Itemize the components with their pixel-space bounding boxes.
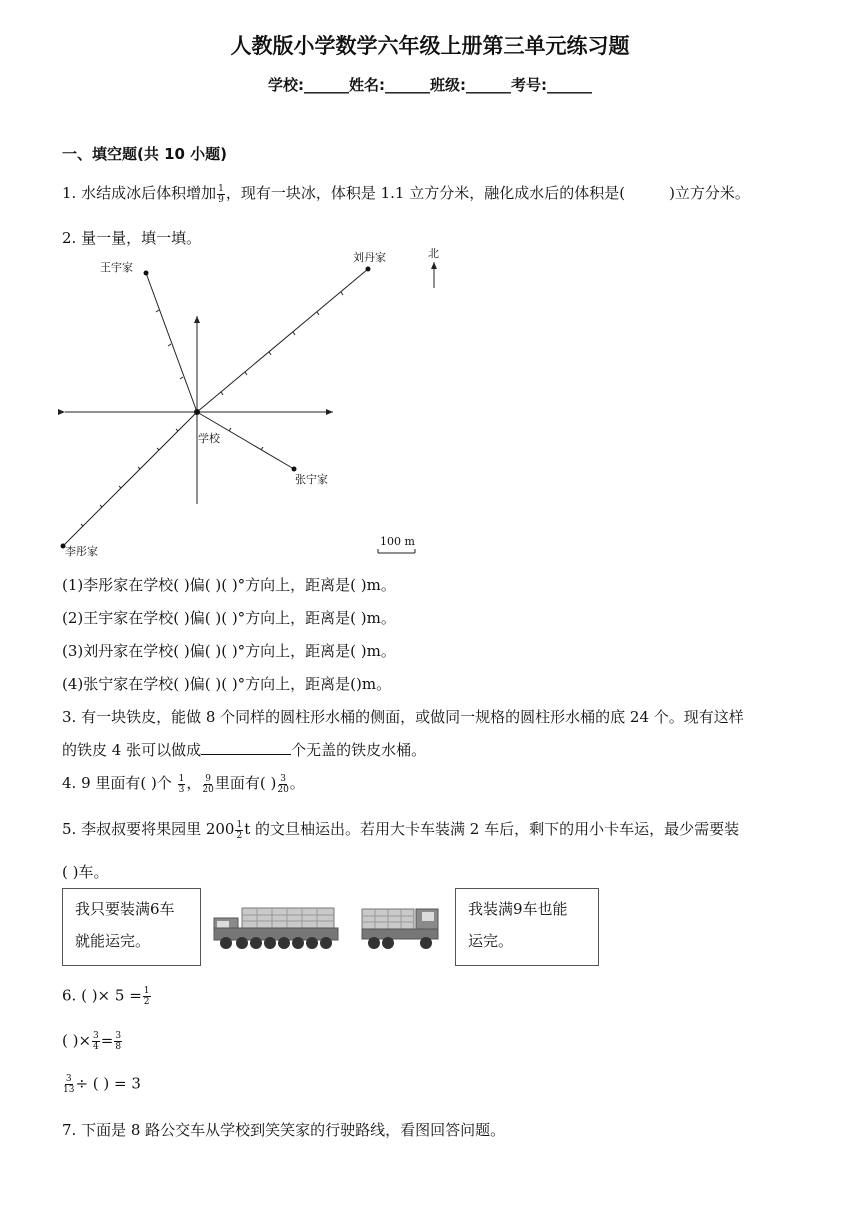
page-title: 人教版小学数学六年级上册第三单元练习题: [230, 34, 630, 58]
q6-fraction-3: $\frac{3}{8}$: [115, 1031, 122, 1052]
student-info-line: 学校:______姓名:______班级:______考号:______: [268, 76, 592, 94]
school-point: [194, 409, 200, 415]
question-6-line-2: ( )× $\frac{3}{4}$ = $\frac{3}{8}$: [62, 1031, 122, 1052]
q5-fraction: $\frac{1}{2}$: [236, 819, 243, 841]
question-3-line-2: 的铁皮 4 张可以做成 个无盖的铁皮水桶。: [62, 741, 427, 759]
label-liu: 刘丹家: [353, 251, 386, 264]
question-6-line-3: $\frac{3}{13}$ ÷ ( ) = 3: [63, 1074, 141, 1095]
big-truck-image: [212, 903, 340, 953]
q2-sub-4: (4)张宁家在学校( )偏( )( )°方向上，距离是()m。: [62, 675, 392, 693]
question-5: 5. 李叔叔要将果园里 200 $\frac{1}{2}$ t 的文旦柚运出。若用大卡车装满 2 车后，剩下的用小卡车运，最少需要装: [62, 819, 740, 841]
q4-fraction-3: $\frac{3}{20}$: [277, 773, 289, 795]
q1-fraction: $\frac{1}{9}$: [218, 183, 224, 205]
label-north: 北: [428, 247, 439, 260]
q3-blank: [201, 742, 291, 755]
q1-text-2: ，现有一块冰，体积是 1.1 立方分米，融化成水后的体积是(: [225, 184, 626, 202]
q6-fraction-1: $\frac{1}{2}$: [143, 986, 150, 1007]
q1-text-end: )立方分米。: [669, 184, 750, 202]
label-li: 李彤家: [65, 545, 98, 558]
question-3-line-1: 3. 有一块铁皮，能做 8 个同样的圆柱形水桶的侧面，或做同一规格的圆柱形水桶的底 24 个。现有这样: [62, 708, 744, 726]
question-5-line-2: ( )车。: [62, 863, 109, 881]
q6-fraction-2: $\frac{3}{4}$: [93, 1031, 99, 1052]
ray-liu: [197, 269, 368, 412]
ray-wang: [146, 273, 197, 412]
q1-text: 1. 水结成冰后体积增加: [62, 184, 217, 202]
liu-point: [366, 267, 371, 272]
label-zhang: 张宁家: [295, 473, 328, 486]
label-wang: 王宇家: [100, 261, 133, 274]
label-school: 学校: [198, 432, 220, 445]
tick-marks: [81, 292, 343, 526]
q2-sub-2: (2)王宇家在学校( )偏( )( )°方向上，距离是( )m。: [62, 609, 396, 627]
question-2: 2. 量一量，填一填。: [62, 229, 202, 247]
direction-diagram: [55, 240, 439, 565]
q6-fraction-4: $\frac{3}{13}$: [63, 1074, 75, 1095]
question-1: [62, 182, 750, 205]
question-7: 7. 下面是 8 路公交车从学校到笑笑家的行驶路线，看图回答问题。: [62, 1121, 506, 1139]
label-scale: 100 m: [380, 535, 415, 548]
wang-point: [144, 271, 149, 276]
speech-bubble-left: 我只要装满6车 就能运完。: [62, 888, 201, 966]
ray-li: [63, 412, 197, 546]
question-4: 4. 9 里面有( )个 $\frac{1}{3}$ ， $\frac{9}{20}$ 里面有( ) $\frac{3}{20}$ 。: [62, 773, 305, 795]
q4-fraction-2: $\frac{9}{20}$: [202, 773, 214, 795]
q2-sub-3: (3)刘丹家在学校( )偏( )( )°方向上，距离是( )m。: [62, 642, 396, 660]
zhang-point: [292, 467, 297, 472]
speech-bubble-right: 我装满9车也能 运完。: [455, 888, 599, 966]
q2-sub-1: (1)李彤家在学校( )偏( )( )°方向上，距离是( )m。: [62, 576, 396, 594]
section-heading: 一、填空题(共 10 小题): [62, 145, 228, 163]
small-truck-image: [360, 903, 442, 953]
q4-fraction-1: $\frac{1}{3}$: [178, 773, 185, 795]
question-6-line-1: 6. ( )× 5 = $\frac{1}{2}$: [62, 986, 150, 1007]
